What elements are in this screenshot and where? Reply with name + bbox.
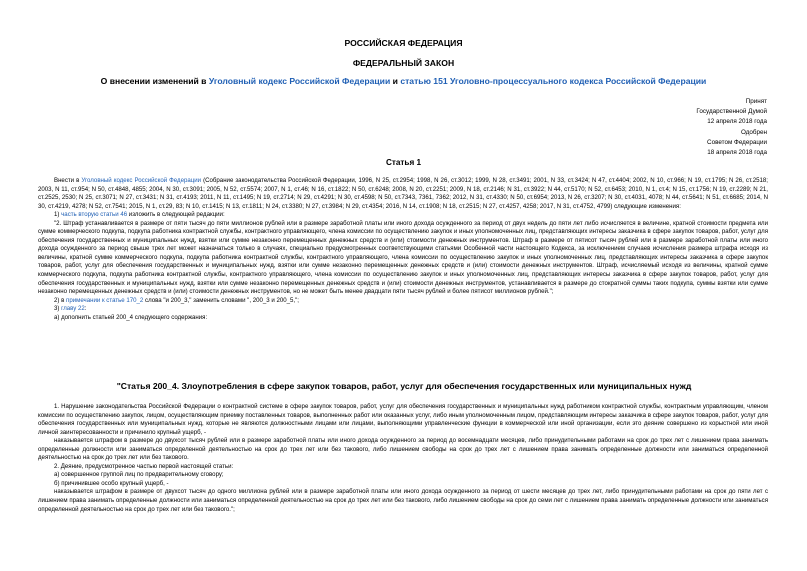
law-title-mid: и bbox=[390, 76, 401, 86]
item-1-prefix: 1) bbox=[54, 211, 62, 219]
intro-prefix: Внести в bbox=[54, 177, 82, 184]
law-title bbox=[0, 76, 807, 86]
article-46-link[interactable]: часть вторую статьи 46 bbox=[61, 211, 128, 219]
quote-paragraph: "2. Штраф устанавливается в размере от пяти тысяч до пяти миллионов рублей или в размере заработной платы или иного дохода осужденного за период от двух недель до пяти лет либо исчисляется в величине, кратной стоимости предмета или сумме коммерческого подкупа, подкупа работника контрактной службы, контрактного управляющего, члена комиссии по осуществлению закупок и иных уполномоченных лиц, представляющих интересы заказчика в сфере закупок товаров, работ, услуг для обеспечения государственных и муниципальных нужд, взятки или сумме незаконно перемещенных денежных средств и (или) стоимости денежных инструментов. Штраф в размере от пятисот тысяч рублей или в размере заработной платы или иного дохода осужденного за период свыше трех лет может назначаться только в случаях, специально предусмотренных соответствующими статьями Особенной части настоящего Кодекса, за исключением случаев исчисления размера штрафа исходя из величины, кратной сумме коммерческого подкупа, подкупа работника контрактной службы, контрактного управляющего, члена комиссии по осуществлению закупок и иных уполномоченных лиц, представляющих интересы заказчика в сфере закупок товаров, работ, услуг для обеспечения государственных и муниципальных нужд, взятки или сумме незаконно перемещенных денежных средств и (или) стоимости денежных инструментов. Штраф, исчисляемый исходя из величины, кратной сумме коммерческого подкупа, подкупа работника контрактной службы, контрактного управляющего, члена комиссии по осуществлению закупок и иных уполномоченных лиц, представляющих интересы заказчика в сфере закупок товаров, работ, услуг для обеспечения государственных и муниципальных нужд, взятки или сумме незаконно перемещенных денежных средств и (или) стоимости денежных инструментов, устанавливается в размере до стократной суммы таких подкупа, суммы взятки или сумме незаконно перемещенных денежных средств и (или) стоимости денежных инструментов, но не может быть менее двадцати пяти тысяч рублей и более пятисот миллионов рублей."; bbox=[38, 219, 768, 296]
article-title: Статья 1 bbox=[385, 158, 422, 167]
approval-line: Советом Федерации bbox=[707, 138, 767, 146]
article-body-top bbox=[38, 177, 768, 322]
part-2-paragraph: 2. Деяние, предусмотренное частью первой настоящей статьи: bbox=[54, 462, 234, 470]
item-3-text: : bbox=[84, 305, 87, 313]
chapter-22-link[interactable]: главу 22 bbox=[61, 305, 85, 313]
criminal-procedure-code-link[interactable]: статью 151 Уголовно-процессуального кодекса Российской Федерации bbox=[400, 76, 707, 86]
adoption-info bbox=[567, 97, 767, 158]
penalty-paragraph: наказывается штрафом в размере до двухсот тысяч рублей или в размере заработной платы или иного дохода осужденного за период до восемнадцати месяцев, либо принудительными работами на срок до трех лет с лишением права занимать определенные должности или заниматься определенной деятельностью на срок до трех лет или без такового, либо лишением свободы на срок до трех лет с лишением права занимать определенные должности или заниматься определенной деятельностью на срок до трех лет или без такового. bbox=[38, 437, 768, 462]
country-heading: РОССИЙСКАЯ ФЕДЕРАЦИЯ bbox=[344, 38, 463, 48]
approval-line: 18 апреля 2018 года bbox=[707, 149, 767, 157]
part-1-paragraph: 1. Нарушение законодательства Российской Федерации о контрактной системе в сфере закупок товаров, работ, услуг для обеспечения государственных и муниципальных нужд работником контрактной службы, контрактным управляющим, членом комиссии по осуществлению закупок, лицом, осуществляющим приемку поставленных товаров, выполненных работ или оказанных услуг, либо иным уполномоченным лицом, представляющим интересы заказчика в сфере закупок товаров, работ, услуг для обеспечения государственных или муниципальных нужд, которые не являются должностными лицами или лицами, выполняющими управленческие функции в коммерческой или иной организации, если это деяние совершено из корыстной или иной личной заинтересованности и причинило крупный ущерб, - bbox=[38, 403, 768, 436]
article-200-4-title: "Статья 200_4. Злоупотребления в сфере закупок товаров, работ, услуг для обеспечения государственных или муниципальных нужд bbox=[116, 381, 692, 391]
item-3 bbox=[38, 305, 768, 314]
penalty-paragraph-2: наказывается штрафом в размере от двухсот тысяч до одного миллиона рублей или в размере заработной платы или иного дохода осужденного за период от шести месяцев до трех лет, либо принудительными работами на срок до пяти лет с лишением права занимать определенные должности или заниматься определенной деятельностью на срок до трех лет или без такового, либо лишением свободы на срок до семи лет с лишением права занимать определенные должности или заниматься определенной деятельностью на срок до трех лет или без такового."; bbox=[38, 488, 768, 513]
law-type-heading: ФЕДЕРАЛЬНЫЙ ЗАКОН bbox=[352, 58, 455, 68]
intro-paragraph bbox=[38, 177, 768, 211]
item-3a: а) дополнить статьей 200_4 следующего содержания: bbox=[54, 313, 208, 321]
intro-text: (Собрание законодательства Российской Федерации, 1996, N 25, ст.2954; 1998, N 26, ст.3012; 1999, N 28, ст.3491; 2001, N 33, ст.3424; N 47, ст.4404; 2002, N 10, ст.966; N 19, ст.1795; N 26, ст.2518; 2003, N 11, ст.954; N 50, ст.4848, 4855; 2004, N 30, ст.3091; 2005, N 52, ст.5574; 2007, N 1, ст.46; N 16, ст.1822; N 50, ст.6248; 2008, N 20, ст.2251; 2009, N 18, ст.2146; N 31, ст.3922; N 44, ст.5170; N 52, ст.6453; 2010, N 1, ст.4; N 15, ст.1756; N 19, ст.2289; N 21, ст.2525, 2530; N 25, ст.3071; N 27, ст.3431; N 31, ст.4193; 2011, N 11, ст.1495; N 19, ст.2714; N 29, ст.4291; N 30, ст.4598; N 50, ст.7343, 7361, 7362; 2012, N 31, ст.4330; N 50, ст.6954; 2013, N 26, ст.3207; N 30, ст.4031, 4078; N 44, ст.5641; N 51, ст.6685; 2014, N 30, ст.4219, 4278; N 52, ст.7541; 2015, N 1, ст.29, 83; N 10, ст.1415; N 13, ст.1811; N 24, ст.3380; N 27, ст.3984; N 29, ст.4354; 2016, N 14, ст.1908; N 18, ст.2515; N 27, ст.4257, 4258; 2017, N 31, ст.4752, 4799) следующие изменения: bbox=[38, 177, 768, 210]
item-2-text: слова "и 200_3," заменить словами ", 200_3 и 200_5,"; bbox=[143, 296, 299, 304]
clause-a: а) совершенное группой лиц по предварительному сговору; bbox=[54, 471, 224, 479]
criminal-code-link[interactable]: Уголовный кодекс Российской Федерации bbox=[208, 76, 391, 86]
adoption-line: Государственной Думой bbox=[696, 108, 767, 116]
adoption-line: 12 апреля 2018 года bbox=[707, 118, 767, 126]
adoption-line: Принят bbox=[745, 98, 767, 105]
item-2-prefix: 2) в bbox=[54, 296, 67, 304]
item-2 bbox=[38, 297, 768, 306]
law-title-prefix: О внесении изменений в bbox=[100, 76, 209, 86]
approval-line: Одобрен bbox=[740, 128, 767, 136]
article-170-2-link[interactable]: примечании к статье 170_2 bbox=[66, 296, 144, 304]
intro-criminal-code-link[interactable]: Уголовный кодекс Российской Федерации bbox=[81, 177, 202, 184]
item-1 bbox=[38, 211, 768, 220]
item-3-prefix: 3) bbox=[54, 305, 62, 313]
item-1-text: изложить в следующей редакции: bbox=[127, 211, 225, 219]
article-body-bottom bbox=[38, 403, 768, 514]
clause-b: б) причинившее особо крупный ущерб, - bbox=[54, 479, 169, 487]
